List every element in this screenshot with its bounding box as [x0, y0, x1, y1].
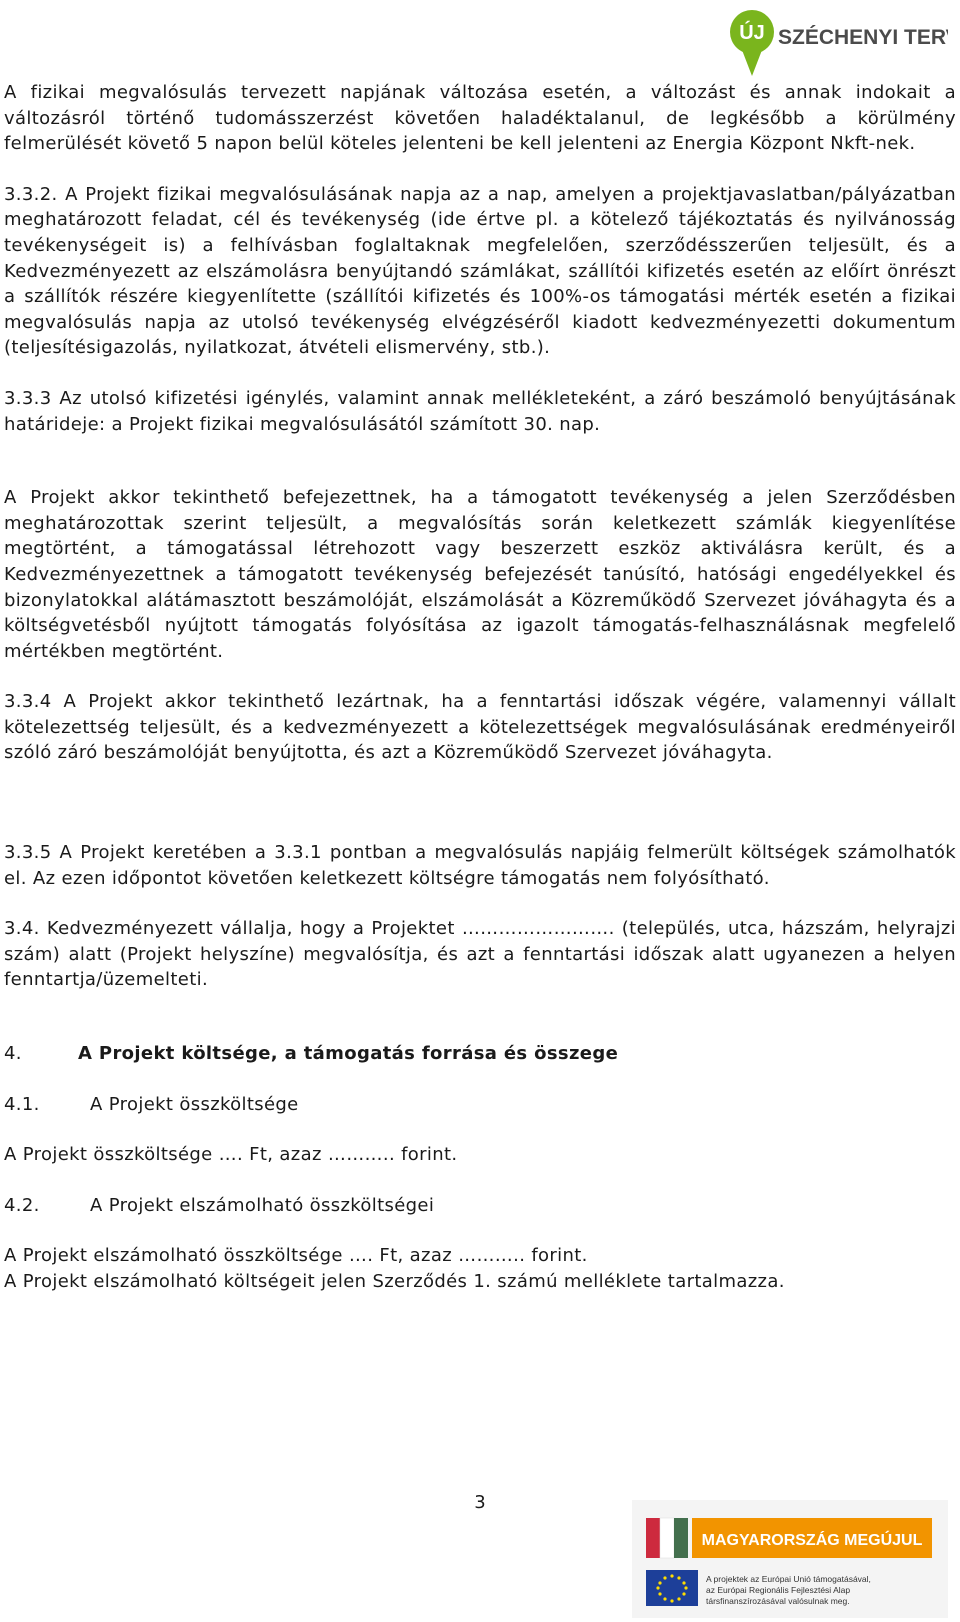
paragraph-3-3-5: 3.3.5 A Projekt keretében a 3.3.1 pontban a megvalósulás napjáig felmerült költségek számolhatók el. Az ezen időpontot követően keletkezett költségre támogatás nem folyósítható. — [4, 842, 956, 889]
section-4-1-heading — [4, 1092, 956, 1118]
logo-name: SZÉCHENYI TERV — [778, 26, 948, 49]
section-4-2-text-1: A Projekt elszámolható összköltsége …. Ft, azaz ……….. forint. — [4, 1245, 588, 1267]
paragraph-3-4: 3.4. Kedvezményezett vállalja, hogy a Projektet ……………………. (település, utca, házszám, helyrajzi szám) alatt (Projekt helyszíne) megvalósítja, és azt a fenntartási időszak alatt ugyanezen a helyen fenntartja/üzemelteti. — [4, 918, 956, 991]
section-4-2-text-2: A Projekt elszámolható költségeit jelen Szerződés 1. számú melléklete tartalmazza. — [4, 1271, 785, 1292]
paragraph-project-completed: A Projekt akkor tekinthető befejezettnek, ha a támogatott tevékenység a jelen Szerződésben meghatározottak szerint teljesült, a megvalósítás során keletkezett számlák kiegyenlítése megtörtént, a támogatással létrehozott vagy beszerzett eszköz aktiválásra került, és a Kedvezményezettnek a támogatott tevékenység befejezését tanúsító, hatósági engedélyekkel és bizonylatokkal alátámasztott beszámolóját, elszámolását a Közreműködő Szervezet jóváhagyta és a költségvetésből nyújtott támogatás folyósítása az igazolt támogatás-felhasználásnak megfelelő mértékben megtörtént. — [4, 487, 956, 662]
eu-text-2: az Európai Regionális Fejlesztési Alap — [706, 1585, 851, 1595]
page-number: 3 — [474, 1492, 486, 1513]
banner-text: MAGYARORSZÁG MEGÚJUL — [701, 1532, 923, 1549]
paragraph-3-3-3: 3.3.3 Az utolsó kifizetési igénylés, valamint annak mellékleteként, a záró beszámoló benyújtásának határideje: a Projekt fizikai megvalósulásától számított 30. nap. — [4, 387, 956, 435]
document-body — [4, 80, 956, 1295]
section-4-title: A Projekt költsége, a támogatás forrása és összege — [78, 1043, 619, 1065]
paragraph-3-3-4: 3.3.4 A Projekt akkor tekinthető lezártnak, ha a fenntartási időszak végére, valamennyi vállalt kötelezettség teljesült, és a kedvezményezett a kötelezettségek megvalósulásának eredményeiről szóló záró beszámolóját benyújtotta, és azt a Közreműködő Szervezet jóváhagyta. — [4, 691, 956, 764]
section-4-1-text: A Projekt összköltsége …. Ft, azaz ……….. forint. — [4, 1144, 458, 1166]
paragraph-change-notice: A fizikai megvalósulás tervezett napjának változása esetén, a változást és annak indokait a változásról történő tudomásszerzést követően haladéktalanul, de legkésőbb a körülmény felmerülését követő 5 napon belül köteles jelenteni be kell jelenteni az Energia Központ Nkft-nek. — [4, 82, 956, 155]
eu-text-1: A projektek az Európai Unió támogatásával, — [706, 1574, 871, 1584]
section-4-2-heading — [4, 1193, 956, 1219]
logo-badge: ÚJ — [739, 22, 765, 44]
magyarorszag-megujul-eu-logo — [632, 1500, 948, 1618]
eu-text-3: társfinanszírozásával valósulnak meg. — [706, 1596, 850, 1606]
section-4-1-title: A Projekt összköltsége — [90, 1093, 299, 1115]
section-4-number: 4. — [4, 1043, 22, 1065]
section-4-2-title: A Projekt elszámolható összköltségei — [90, 1194, 435, 1216]
section-4-1-number: 4.1. — [4, 1093, 40, 1115]
section-4-heading — [4, 1041, 956, 1067]
szechenyi-terv-logo — [712, 6, 948, 78]
paragraph-3-3-2: 3.3.2. A Projekt fizikai megvalósulásának napja az a nap, amelyen a projektjavaslatban/pályázatban meghatározott feladat, cél és tevékenység (ide értve pl. a kötelező tájékoztatás és nyilvánosság tevékenységeit is) a felhívásban foglaltaknak megfelelően, szerződésszerűen teljesült, és a Kedvezményezett az elszámolásra benyújtandó számlákat, szállítói kifizetés esetén az előírt önrészt a szállítók részére kiegyenlítette (szállítói kifizetés és 100%-os támogatási mérték esetén a fizikai megvalósulás napja az utolsó tevékenység elvégzéséről kiadott kedvezményezetti dokumentum (teljesítésigazolás, nyilatkozat, átvételi elismervény, stb.). — [4, 183, 956, 359]
section-4-2-number: 4.2. — [4, 1194, 40, 1216]
